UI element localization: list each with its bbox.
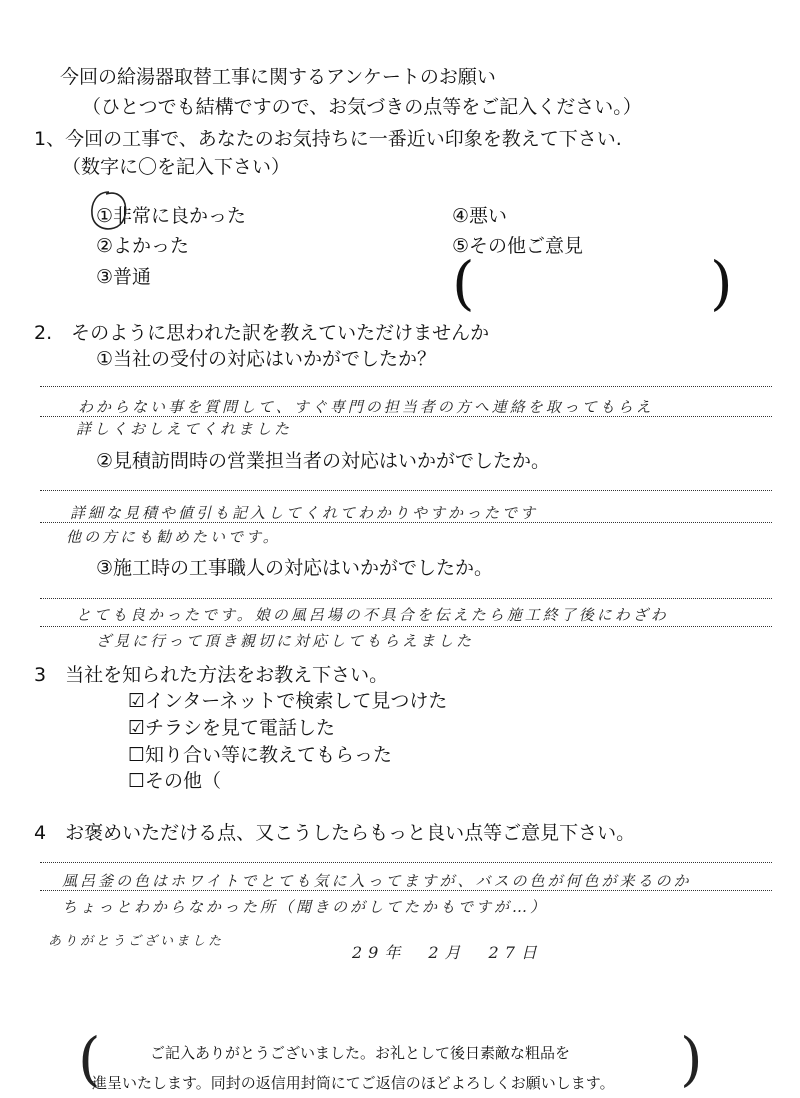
footer-line1: ご記入ありがとうございました。お礼として後日素敵な粗品を bbox=[150, 1044, 571, 1062]
q2-sub2: ②見積訪問時の営業担当者の対応はいかがでしたか。 bbox=[96, 450, 551, 472]
q1-option-2[interactable]: ②よかった bbox=[96, 235, 190, 257]
footer-line2: 進呈いたします。同封の返信用封筒にてご返信のほどよろしくお願いします。 bbox=[92, 1074, 615, 1092]
q3-heading: 3 当社を知られた方法をお教え下さい。 bbox=[34, 664, 389, 686]
q2-answer3-line2: ざ見に行って頂き親切に対応してもらえました bbox=[96, 632, 475, 650]
answer-line bbox=[40, 416, 772, 417]
q2-sub3: ③施工時の工事職人の対応はいかがでしたか。 bbox=[96, 557, 494, 579]
q4-date: 29年 2月 27日 bbox=[352, 943, 543, 962]
q3-option-other[interactable]: ☐その他（ bbox=[128, 770, 222, 792]
q1-paren-open: ( bbox=[452, 249, 475, 317]
q1-instruction: （数字に〇を記入下さい） bbox=[62, 156, 291, 178]
q1-option-4[interactable]: ④悪い bbox=[452, 205, 508, 227]
q4-thanks: ありがとうございました bbox=[48, 934, 225, 949]
q2-answer2-line2: 他の方にも勧めたいです。 bbox=[66, 528, 281, 546]
footer-bracket-open: ( bbox=[78, 1025, 101, 1093]
answer-line bbox=[40, 890, 772, 891]
answer-line bbox=[40, 386, 772, 387]
q2-answer3-line1: とても良かったです。娘の風呂場の不具合を伝えたら施工終了後にわざわ bbox=[76, 606, 669, 624]
q3-option-acquaintance[interactable]: ☐知り合い等に教えてもらった bbox=[128, 744, 393, 766]
answer-line bbox=[40, 598, 772, 599]
q2-answer1-line2: 詳しくおしえてくれました bbox=[76, 420, 293, 438]
q1-question: 1、今回の工事で、あなたのお気持ちに一番近い印象を教えて下さい. bbox=[34, 128, 622, 150]
q2-answer2-line1: 詳細な見積や値引も記入してくれてわかりやすかったです bbox=[70, 504, 539, 522]
q1-option-3[interactable]: ③普通 bbox=[96, 266, 152, 288]
q2-heading: 2. そのように思われた訳を教えていただけませんか bbox=[34, 322, 490, 344]
q3-option-internet[interactable]: ☑インターネットで検索して見つけた bbox=[128, 690, 448, 712]
q4-answer-line2: ちょっとわからなかった所（聞きのがしてたかもですが…） bbox=[62, 898, 549, 916]
q2-answer1-line1: わからない事を質問して、すぐ専門の担当者の方へ連絡を取ってもらえ bbox=[78, 398, 654, 416]
answer-line bbox=[40, 490, 772, 491]
q4-heading: 4 お褒めいただける点、又こうしたらもっと良い点等ご意見下さい。 bbox=[34, 822, 636, 844]
q1-paren-close: ) bbox=[710, 249, 733, 317]
survey-title: 今回の給湯器取替工事に関するアンケートのお願い bbox=[60, 66, 496, 88]
answer-line bbox=[40, 522, 772, 523]
q3-option-flyer[interactable]: ☑チラシを見て電話した bbox=[128, 717, 336, 739]
q2-sub1: ①当社の受付の対応はいかがでしたか？ bbox=[96, 348, 437, 370]
survey-subtitle: （ひとつでも結構ですので、お気づきの点等をご記入ください。） bbox=[82, 96, 642, 118]
hand-drawn-circle-mark bbox=[88, 188, 130, 234]
answer-line bbox=[40, 626, 772, 627]
answer-line bbox=[40, 862, 772, 863]
q1-option-1[interactable]: ①非常に良かった bbox=[96, 205, 247, 227]
q4-answer-line1: 風呂釜の色はホワイトでとても気に入ってますが、バスの色が何色が来るのか bbox=[62, 872, 692, 890]
footer-bracket-close: ) bbox=[680, 1025, 703, 1093]
q1-option-5[interactable]: ⑤その他ご意見 bbox=[452, 235, 584, 257]
